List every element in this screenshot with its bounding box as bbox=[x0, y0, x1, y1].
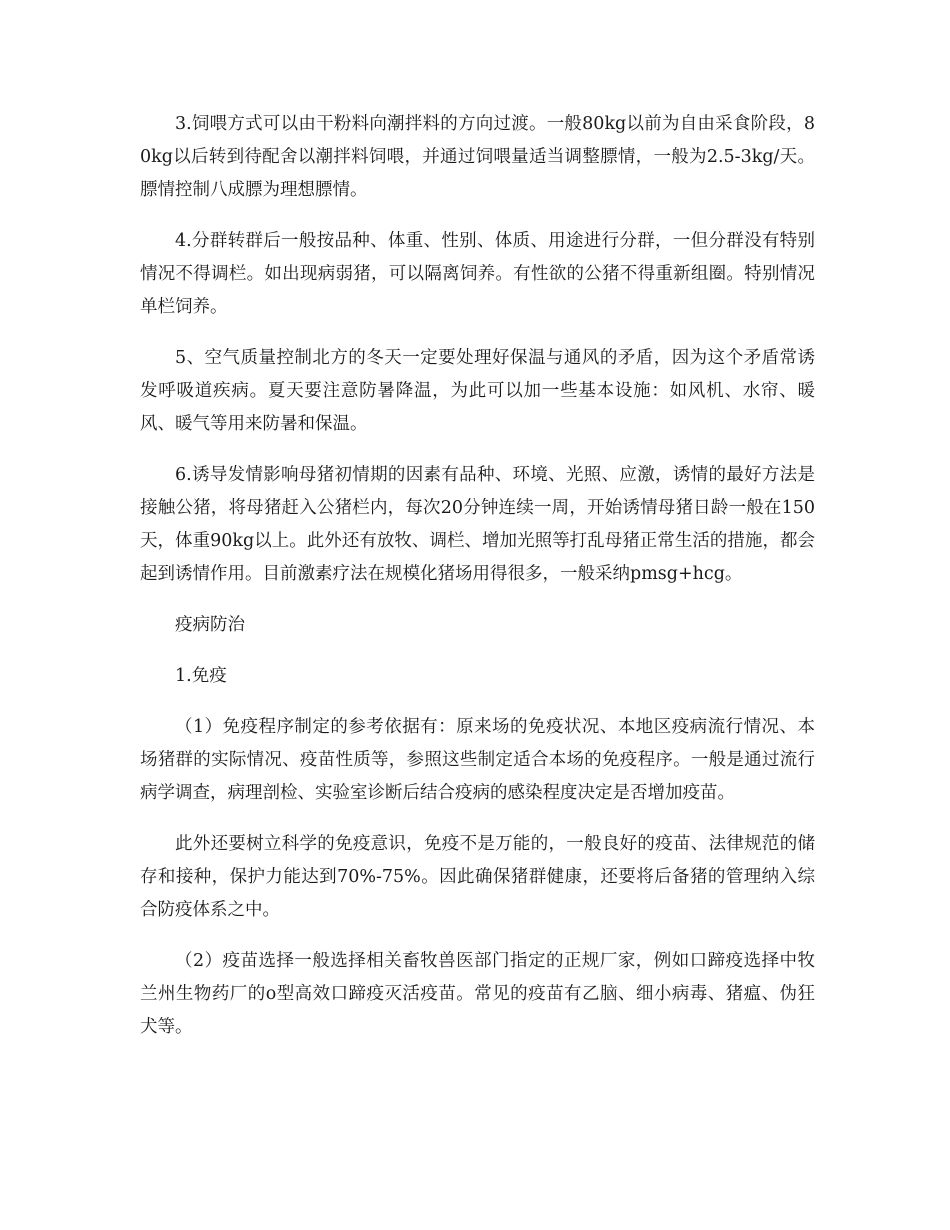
paragraph-immunization-awareness: 此外还要树立科学的免疫意识，免疫不是万能的，一般良好的疫苗、法律规范的储存和接种，保护力能达到70%-75%。因此确保猪群健康，还要将后备猪的管理纳入综合防疫体系之中。 bbox=[140, 834, 815, 920]
paragraph-immunization-program: （1）免疫程序制定的参考依据有：原来场的免疫状况、本地区疫病流行情况、本场猪群的实际情况、疫苗性质等，参照这些制定适合本场的免疫程序。一般是通过流行病学调查，病理剖检、实验室诊断后结合疫病的感染程度决定是否增加疫苗。 bbox=[140, 717, 815, 803]
subheading-immunization: 1.免疫 bbox=[175, 666, 227, 686]
paragraph-air-quality: 5、空气质量控制北方的冬天一定要处理好保温与通风的矛盾，因为这个矛盾常诱发呼吸道疾病。夏天要注意防暑降温，为此可以加一些基本设施：如风机、水帘、暖风、暖气等用来防暑和保温。 bbox=[140, 348, 815, 434]
document-page bbox=[140, 108, 815, 1062]
paragraph-grouping: 4.分群转群后一般按品种、体重、性别、体质、用途进行分群，一但分群没有特别情况不得调栏。如出现病弱猪，可以隔离饲养。有性欲的公猪不得重新组圈。特别情况单栏饲养。 bbox=[140, 231, 815, 317]
paragraph-vaccine-selection: （2）疫苗选择一般选择相关畜牧兽医部门指定的正规厂家，例如口蹄疫选择中牧兰州生物药厂的o型高效口蹄疫灭活疫苗。常见的疫苗有乙脑、细小病毒、猪瘟、伪狂犬等。 bbox=[140, 951, 815, 1037]
paragraph-estrus-induction: 6.诱导发情影响母猪初情期的因素有品种、环境、光照、应激，诱情的最好方法是接触公猪，将母猪赶入公猪栏内，每次20分钟连续一周，开始诱情母猪日龄一般在150天，体重90kg以上。此外还有放牧、调栏、增加光照等打乱母猪正常生活的措施，都会起到诱情作用。目前激素疗法在规模化猪场用得很多，一般采纳pmsg+hcg。 bbox=[140, 465, 815, 584]
section-heading-disease-prevention: 疫病防治 bbox=[175, 615, 245, 635]
paragraph-feeding-method: 3.饲喂方式可以由干粉料向潮拌料的方向过渡。一般80kg以前为自由采食阶段，80kg以后转到待配舍以潮拌料饲喂，并通过饲喂量适当调整膘情，一般为2.5-3kg/天。膘情控制八成膘为理想膘情。 bbox=[140, 114, 815, 200]
